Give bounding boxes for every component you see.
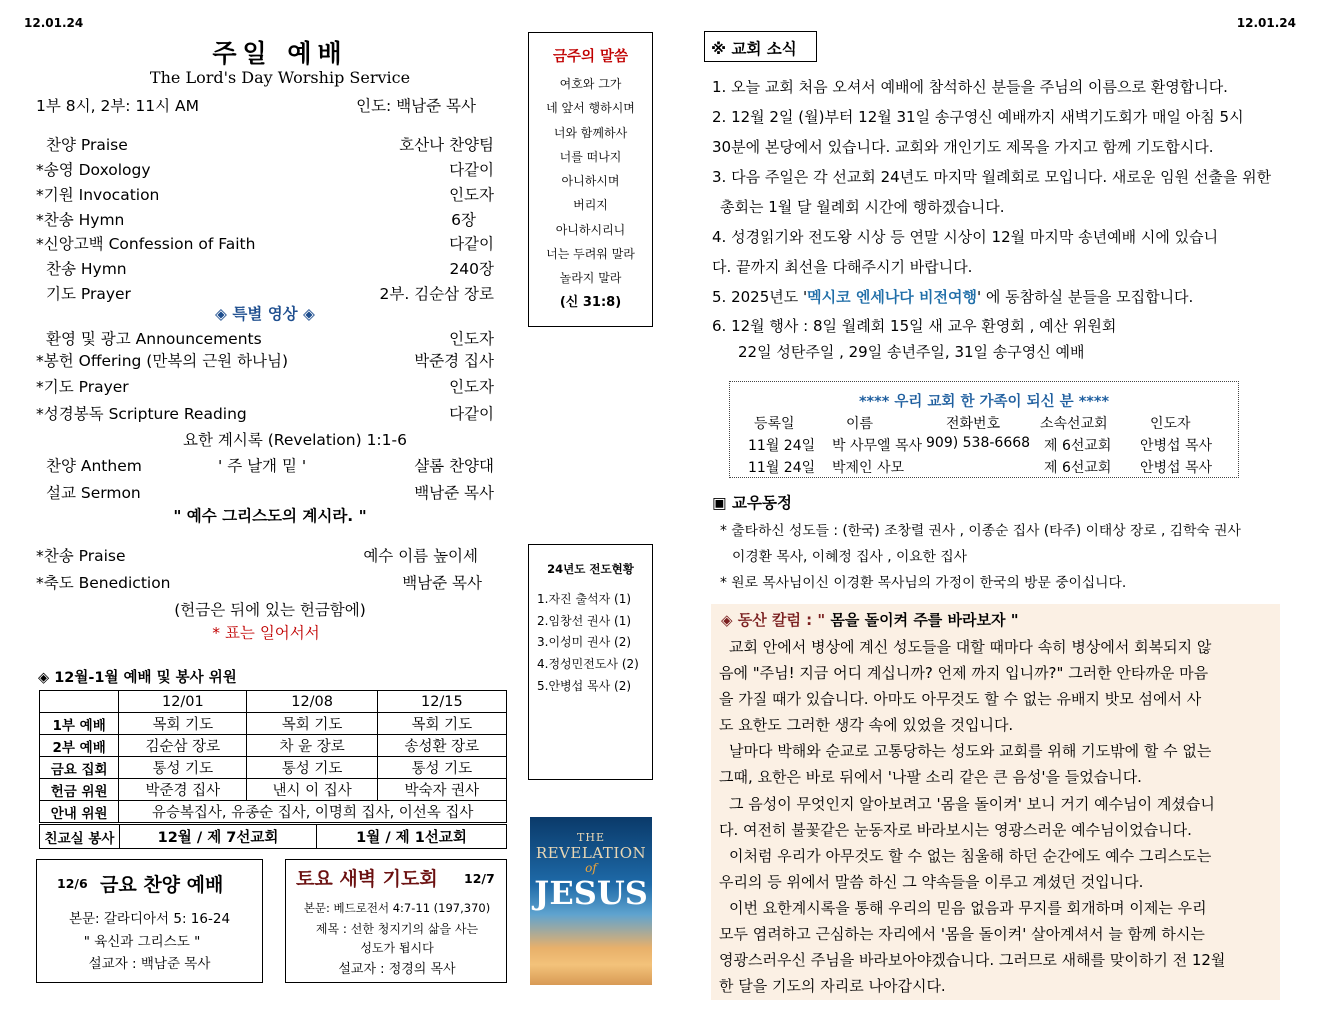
schedule-row [40, 801, 507, 823]
schedule-cell: 통성 기도 [247, 757, 377, 779]
schedule-cell: 목회 기도 [247, 713, 377, 735]
schedule-row [40, 757, 507, 779]
new-family-row [730, 435, 1238, 457]
saturday-prayer-box [285, 859, 507, 983]
weekly-verse-line: 너를 떠나지 [559, 149, 622, 164]
sermon-title: " 예수 그리스도의 계시라. " [173, 507, 367, 525]
order-item [36, 208, 494, 230]
anthem-row [36, 454, 494, 476]
schedule-row-label: 2부 예배 [40, 735, 119, 757]
friday-worship-box [36, 859, 263, 983]
schedule-table [39, 690, 507, 823]
saturday-preacher: 설교자 : 정경의 목사 [338, 962, 456, 977]
column-line: 그때, 요한은 바로 뒤에서 '나팔 소리 같은 큰 음성'을 들었습니다. [719, 768, 1142, 787]
news-item [712, 282, 1282, 312]
schedule-row [40, 713, 507, 735]
order-item [36, 544, 494, 566]
service-leader: 인도: 백남준 목사 [356, 97, 476, 115]
fellowship-row [40, 825, 507, 849]
schedule-cell: 통성 기도 [377, 757, 506, 779]
column-line: 그 음성이 무엇인지 알아보려고 '몸을 돌이켜' 보니 거기 예수님이 계셨습니 [729, 794, 1215, 813]
revelation-image-big: JESUS [534, 874, 648, 912]
sermon-row [36, 481, 494, 503]
evangelism-item: 2.임창선 권사 (1) [537, 613, 632, 628]
column-line: 우리의 등 위에서 말씀 하신 그 약속들을 이루고 계셨던 것입니다. [719, 872, 1144, 891]
schedule-cell: 박숙자 권사 [377, 779, 506, 801]
order-item-who: 호산나 찬양팀 [399, 136, 494, 154]
news-item: 3. 다음 주일은 각 선교회 24년도 마지막 월례회로 모입니다. 새로운 임원 선출을 위한 [712, 168, 1272, 186]
order-item-who: 다같이 [449, 161, 494, 179]
column-line: 교회 안에서 병상에 계신 성도들을 대할 때마다 속히 병상에서 회복되지 않 [729, 638, 1212, 656]
column-line: 이번 요한계시록을 통해 우리의 믿음 없음과 무지를 회개하며 이제는 우리 [729, 898, 1207, 917]
new-family-cell: 11월 24일 [748, 438, 816, 454]
news-item-text: 5. 2025년도 ' [712, 288, 808, 306]
order-item [36, 402, 494, 424]
new-family-header [730, 413, 1238, 435]
schedule-date: 12/01 [119, 691, 247, 713]
saturday-topic-2: 성도가 됩시다 [360, 941, 434, 955]
friday-preacher: 설교자 : 백남준 목사 [88, 956, 211, 972]
order-item-who: 인도자 [449, 330, 494, 348]
column-title [721, 609, 1280, 630]
friday-title: 금요 찬양 예배 [100, 874, 224, 896]
schedule-row [40, 735, 507, 757]
schedule-row-label: 1부 예배 [40, 713, 119, 735]
evangelism-item: 1.자진 출석자 (1) [537, 592, 632, 606]
weekly-verse-title: 금주의 말씀 [552, 49, 629, 65]
order-item [36, 349, 494, 371]
order-item-who: 6장 [451, 211, 476, 229]
schedule-cell: 목회 기도 [119, 713, 247, 735]
offering-note: (헌금은 뒤에 있는 헌금함에) [174, 601, 366, 619]
news-item: 22일 성탄주일 , 29일 송년주일, 31일 송구영신 예배 [738, 343, 1085, 361]
schedule-cell: 송성환 장로 [377, 735, 506, 757]
column-line: 을 가질 때가 있습니다. 아마도 아무것도 할 수 없는 유배지 밧모 섬에서 사 [719, 690, 1202, 709]
friday-topic: " 육신과 그리스도 " [83, 934, 201, 950]
new-family-cell: 안병섭 목사 [1140, 438, 1213, 454]
column-line: 도 요한도 그러한 생각 속에 있었을 것입니다. [719, 716, 1014, 735]
new-family-header-cell: 인도자 [1150, 416, 1191, 432]
schedule-row [40, 779, 507, 801]
weekly-verse-line: 너는 두려워 말라 [546, 247, 635, 262]
revelation-image [530, 817, 652, 985]
order-item-name: *성경봉독 Scripture Reading [36, 405, 247, 423]
weekly-verse-line: 네 앞서 행하시며 [546, 101, 635, 116]
new-family-cell: 제 6선교회 [1044, 460, 1112, 476]
pastor-column [711, 604, 1280, 1000]
schedule-cell: 김순삼 장로 [119, 735, 247, 757]
new-family-cell: 박제인 사모 [832, 460, 905, 476]
order-item [36, 257, 494, 279]
news-item: 6. 12월 행사 : 8일 월례회 15일 새 교우 환영회 , 예산 위원회 [712, 317, 1117, 335]
news-item: 총회는 1월 달 월례회 시간에 행하겠습니다. [720, 198, 1005, 216]
anthem-label: 찬양 Anthem [46, 457, 142, 475]
column-line: 날마다 박해와 순교로 고통당하는 성도와 교회를 위해 기도밖에 할 수 없는 [729, 742, 1212, 761]
revelation-image-mid: REVELATION [535, 844, 647, 862]
schedule-row-label: 금요 집회 [40, 757, 119, 779]
new-family-header-cell: 소속선교회 [1040, 416, 1108, 432]
new-family-header-cell: 등록일 [754, 416, 795, 432]
saturday-topic-1: 제목 : 선한 청지기의 삶을 사는 [315, 922, 479, 936]
schedule-header-row [40, 691, 507, 713]
schedule-title: ◈ 12월-1월 예배 및 봉사 위원 [38, 670, 237, 686]
order-item-who: 백남준 목사 [402, 574, 482, 592]
members-item: * 출타하신 성도들 : (한국) 조창렬 권사 , 이종순 집사 (타주) 이태상 장로 , 김학숙 권사 [720, 523, 1241, 539]
evangelism-box [528, 544, 653, 780]
date-right: 12.01.24 [1236, 16, 1296, 30]
evangelism-list [537, 589, 652, 698]
weekly-verse-line: 버리지 [573, 198, 608, 213]
news-highlight: 멕시코 엔세나다 비전여행 [807, 288, 977, 306]
scripture-reference: 요한 계시록 (Revelation) 1:1-6 [183, 431, 407, 449]
date-left: 12.01.24 [24, 16, 84, 30]
anthem-choir: 샬롬 찬양대 [414, 457, 494, 475]
weekly-verse-line: 아니하시며 [561, 174, 620, 189]
new-family-cell: 제 6선교회 [1044, 438, 1112, 454]
column-line: 영광스러우신 주님을 바라보아야겠습니다. 그러므로 새해를 맞이하기 전 12월 [719, 951, 1226, 970]
fellowship-label: 친교실 봉사 [40, 825, 120, 849]
news-item: 2. 12월 2일 (월)부터 12월 31일 송구영신 예배까지 새벽기도회가 매일 아침 5시 [712, 108, 1244, 126]
news-item-text: ' 에 동참하실 분들을 모집합니다. [976, 288, 1194, 306]
news-list [712, 72, 1282, 364]
order-item-name: *찬송 Hymn [36, 211, 125, 229]
order-item-name: *송영 Doxology [36, 161, 151, 179]
evangelism-item: 4.정성민전도사 (2) [537, 657, 639, 672]
column-title-label: ◈ 동산 칼럼 : " [721, 611, 826, 629]
new-family-title: **** 우리 교회 한 가족이 되신 분 **** [858, 394, 1110, 410]
order-item-name: 찬양 Praise [46, 136, 128, 154]
schedule-date: 12/15 [377, 691, 506, 713]
order-item [36, 183, 494, 205]
column-line: 모두 염려하고 근심하는 자리에서 '몸을 돌이켜' 살아계셔서 늘 함께 하시는 [719, 925, 1205, 944]
service-info-row [36, 94, 476, 116]
order-item-name: 찬송 Hymn [46, 260, 127, 278]
fellowship-december: 12월 / 제 7선교회 [120, 825, 317, 849]
sermon-label: 설교 Sermon [46, 484, 141, 502]
order-item-who: 2부. 김순삼 장로 [379, 285, 494, 303]
weekly-verse-line: 놀라지 말라 [559, 271, 622, 286]
schedule-row-label: 헌금 위원 [40, 779, 119, 801]
members-item: * 원로 목사님이신 이경환 목사님의 가정이 한국의 방문 중이십니다. [720, 575, 1127, 591]
friday-text: 본문: 갈라디아서 5: 16-24 [68, 911, 231, 927]
fellowship-table [39, 824, 507, 849]
order-item [36, 282, 494, 304]
new-family-row [730, 457, 1238, 479]
column-line: 음에 "주님! 지금 어디 계십니까? 언제 까지 입니까?" 그러한 안타까운 마음 [719, 664, 1209, 683]
weekly-verse-lines [529, 72, 652, 315]
order-item-who: 다같이 [449, 235, 494, 253]
column-title-text: 몸을 돌이켜 주를 바라보자 " [825, 611, 1019, 629]
order-item-name: 기도 Prayer [46, 285, 131, 303]
members-title: ▣ 교우동정 [712, 494, 792, 512]
order-item-who: 인도자 [449, 378, 494, 396]
order-item [36, 133, 494, 155]
weekly-verse-box [528, 32, 653, 327]
order-item-name: *봉헌 Offering (만복의 근원 하나님) [36, 352, 289, 370]
schedule-cell: 박준경 집사 [119, 779, 247, 801]
order-item [36, 327, 494, 349]
order-item-who: 240장 [449, 260, 494, 278]
saturday-date: 12/7 [464, 871, 495, 886]
weekly-verse-line: 너와 함께하사 [553, 125, 628, 140]
weekly-verse-line: 아니하시리니 [555, 222, 626, 237]
new-family-cell: 11월 24일 [748, 460, 816, 476]
schedule-date: 12/08 [247, 691, 377, 713]
order-item-name: *축도 Benediction [36, 574, 171, 592]
new-family-cell: 안병섭 목사 [1140, 460, 1213, 476]
anthem-song: ' 주 날개 밑 ' [218, 457, 307, 475]
friday-date: 12/6 [57, 876, 88, 891]
saturday-title: 토요 새벽 기도회 [296, 868, 438, 890]
evangelism-item: 5.안병섭 목사 (2) [537, 678, 632, 693]
order-item-name: 환영 및 광고 Announcements [46, 330, 262, 348]
order-item-name: *신앙고백 Confession of Faith [36, 235, 256, 253]
service-time: 1부 8시, 2부: 11시 AM [36, 97, 200, 115]
news-title: ※ 교회 소식 [704, 31, 817, 62]
order-item [36, 375, 494, 397]
new-family-header-cell: 전화번호 [946, 416, 1001, 432]
new-family-header-cell: 이름 [846, 416, 874, 432]
news-item: 4. 성경읽기와 전도왕 시상 등 연말 시상이 12월 마지막 송년예배 시에 있습니 [712, 228, 1219, 246]
new-family-cell: 박 사무엘 목사 [832, 438, 923, 454]
evangelism-item: 3.이성미 권사 (2) [537, 635, 632, 650]
stand-note: * 표는 일어서서 [212, 624, 320, 642]
members-list [720, 518, 1280, 596]
order-item-name: *기도 Prayer [36, 378, 129, 396]
weekly-verse-line: 여호와 그가 [559, 77, 622, 91]
schedule-row-label: 안내 위원 [40, 801, 119, 823]
schedule-guide-cell: 유승복집사, 유종순 집사, 이명희 집사, 이선옥 집사 [119, 801, 507, 823]
schedule-cell: 목회 기도 [377, 713, 506, 735]
new-family-cell: 909) 538-6668 [926, 435, 1031, 451]
column-line: 이처럼 우리가 아무것도 할 수 없는 침울해 하던 순간에도 예수 그리스도는 [729, 846, 1212, 865]
order-item-name: *찬송 Praise [36, 547, 126, 565]
new-family-box [729, 381, 1239, 478]
schedule-corner [40, 691, 119, 713]
order-item-who: 인도자 [449, 186, 494, 204]
order-item [36, 158, 494, 180]
members-item: 이경환 목사, 이혜정 집사 , 이요한 집사 [732, 549, 968, 565]
special-video: ◈ 특별 영상 ◈ [215, 305, 315, 323]
order-item-who: 박준경 집사 [414, 352, 494, 370]
news-item: 30분에 본당에서 있습니다. 교회와 개인기도 제목을 가지고 함께 기도합시다. [712, 138, 1214, 156]
page-title: 주일 예배 [212, 39, 348, 68]
order-item-who: 다같이 [449, 405, 494, 423]
schedule-cell: 통성 기도 [119, 757, 247, 779]
news-item: 다. 끝까지 최선을 다해주시기 바랍니다. [712, 258, 973, 276]
order-item [36, 232, 494, 254]
weekly-verse-line: (신 31:8) [559, 294, 622, 310]
page-subtitle: The Lord's Day Worship Service [149, 68, 411, 87]
order-item-who: 예수 이름 높이세 [363, 547, 478, 565]
order-item-name: *기원 Invocation [36, 186, 160, 204]
schedule-cell: 차 윤 장로 [247, 735, 377, 757]
fellowship-january: 1월 / 제 1선교회 [317, 825, 507, 849]
column-body [711, 634, 1280, 999]
order-item [36, 571, 494, 593]
schedule-cell: 낸시 이 집사 [247, 779, 377, 801]
sermon-preacher: 백남준 목사 [414, 484, 494, 502]
news-item: 1. 오늘 교회 처음 오셔서 예배에 참석하신 분들을 주님의 이름으로 환영합니다. [712, 78, 1228, 96]
saturday-text: 본문: 베드로전서 4:7-11 (197,370) [303, 901, 491, 915]
column-line: 다. 여전히 불꽃같은 눈동자로 바라보시는 영광스러운 예수님이었습니다. [719, 820, 1192, 839]
evangelism-title: 24년도 전도현황 [547, 562, 634, 576]
revelation-image-of: of [585, 861, 597, 875]
column-line: 한 달을 기도의 자리로 나아갑시다. [719, 977, 946, 996]
revelation-image-top: THE [577, 831, 605, 844]
